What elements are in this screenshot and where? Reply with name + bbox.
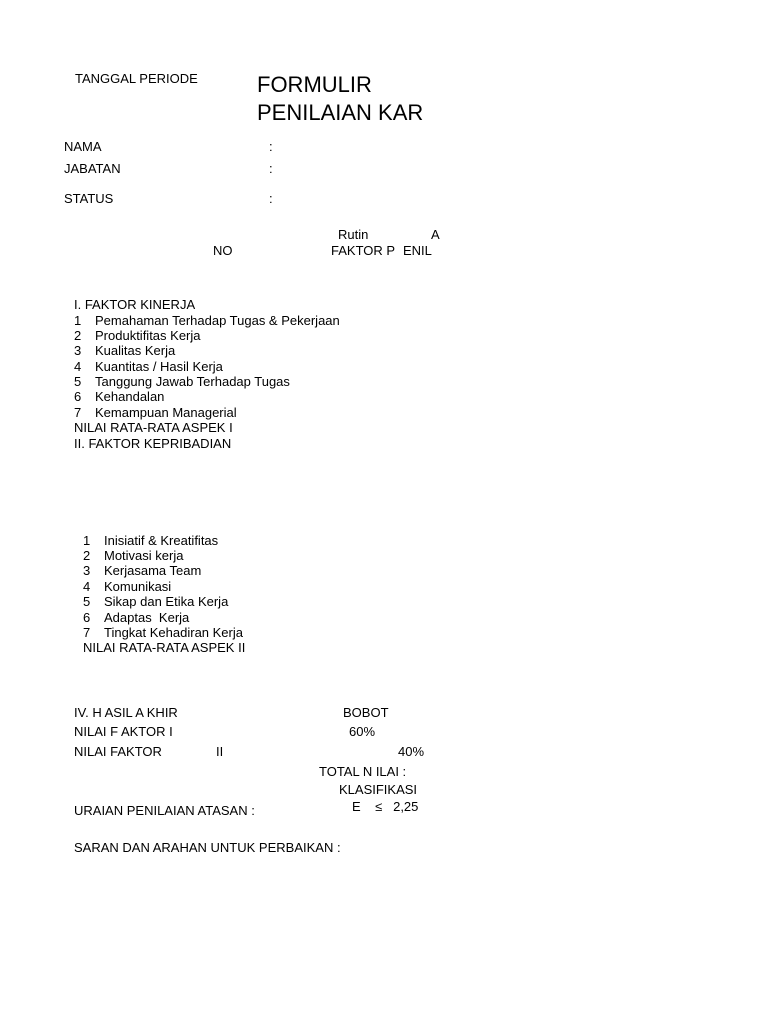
item-number: 2 xyxy=(83,548,91,563)
list-item xyxy=(83,579,171,594)
list-item xyxy=(74,343,175,358)
item-number: 2 xyxy=(74,328,82,343)
item-number: 3 xyxy=(74,343,82,358)
item-label: Kerjasama Team xyxy=(104,563,202,578)
list-item xyxy=(83,594,228,609)
nama-colon: : xyxy=(269,139,273,154)
item-number: 6 xyxy=(74,389,82,404)
klasifikasi-row: E ≤ 2,25 xyxy=(352,799,419,814)
item-number: 7 xyxy=(74,405,82,420)
item-number: 3 xyxy=(83,563,91,578)
list-item xyxy=(83,625,243,640)
saran-label: SARAN DAN ARAHAN UNTUK PERBAIKAN : xyxy=(74,840,341,855)
item-number: 1 xyxy=(74,313,82,328)
list-item xyxy=(74,405,237,420)
item-label: Kuantitas / Hasil Kerja xyxy=(95,359,223,374)
jabatan-colon: : xyxy=(269,161,273,176)
item-label: Komunikasi xyxy=(104,579,172,594)
item-label: Tingkat Kehadiran Kerja xyxy=(104,625,243,640)
item-number: 4 xyxy=(83,579,91,594)
item-label: Adaptas Kerja xyxy=(104,610,190,625)
total-nilai-label: TOTAL N ILAI : xyxy=(319,764,407,779)
status-colon: : xyxy=(269,191,273,206)
list-item xyxy=(74,313,340,328)
status-label: STATUS xyxy=(64,191,114,206)
item-number: 6 xyxy=(83,610,91,625)
item-label: Inisiatif & Kreatifitas xyxy=(104,533,219,548)
faktor-2-roman: II xyxy=(216,744,224,759)
header-a-fragment: A xyxy=(431,227,440,242)
header-rutin: Rutin xyxy=(338,227,369,242)
item-number: 1 xyxy=(83,533,91,548)
nama-label: NAMA xyxy=(64,139,102,154)
weight-60-value: 60% xyxy=(349,724,376,739)
item-label: Kemampuan Managerial xyxy=(95,405,237,420)
list-item xyxy=(83,548,183,563)
header-enil: ENIL xyxy=(403,243,432,258)
item-label: Motivasi kerja xyxy=(104,548,184,563)
nilai-faktor-2-label: NILAI FAKTOR xyxy=(74,744,162,759)
item-label: Produktifitas Kerja xyxy=(95,328,201,343)
list-item xyxy=(74,359,223,374)
item-number: 7 xyxy=(83,625,91,640)
list-item xyxy=(83,563,201,578)
section4-title: IV. H ASIL A KHIR xyxy=(74,705,178,720)
form-title-line2: PENILAIAN KAR xyxy=(257,100,424,125)
klasifikasi-label: KLASIFIKASI xyxy=(339,782,418,797)
weight-40-value: 40% xyxy=(398,744,425,759)
section2-title: II. FAKTOR KEPRIBADIAN xyxy=(74,436,232,451)
item-label: Sikap dan Etika Kerja xyxy=(104,594,229,609)
form-title-line1: FORMULIR xyxy=(257,72,372,97)
item-number: 4 xyxy=(74,359,82,374)
item-number: 5 xyxy=(74,374,82,389)
tanggal-periode-label: TANGGAL PERIODE xyxy=(75,71,198,86)
list-item xyxy=(74,389,164,404)
list-item xyxy=(74,328,201,343)
header-faktor: FAKTOR P xyxy=(331,243,396,258)
nilai-faktor-1-label: NILAI F AKTOR I xyxy=(74,724,173,739)
list-item xyxy=(83,610,189,625)
section1-average: NILAI RATA-RATA ASPEK I xyxy=(74,420,233,435)
list-item xyxy=(74,374,290,389)
item-label: Pemahaman Terhadap Tugas & Pekerjaan xyxy=(95,313,340,328)
section2-average: NILAI RATA-RATA ASPEK II xyxy=(83,640,246,655)
item-number: 5 xyxy=(83,594,91,609)
uraian-label: URAIAN PENILAIAN ATASAN : xyxy=(74,803,255,818)
item-label: Kualitas Kerja xyxy=(95,343,176,358)
section1-title: I. FAKTOR KINERJA xyxy=(74,297,196,312)
list-item xyxy=(83,533,218,548)
jabatan-label: JABATAN xyxy=(64,161,121,176)
bobot-label: BOBOT xyxy=(343,705,389,720)
header-no: NO xyxy=(213,243,233,258)
item-label: Tanggung Jawab Terhadap Tugas xyxy=(95,374,290,389)
item-label: Kehandalan xyxy=(95,389,165,404)
